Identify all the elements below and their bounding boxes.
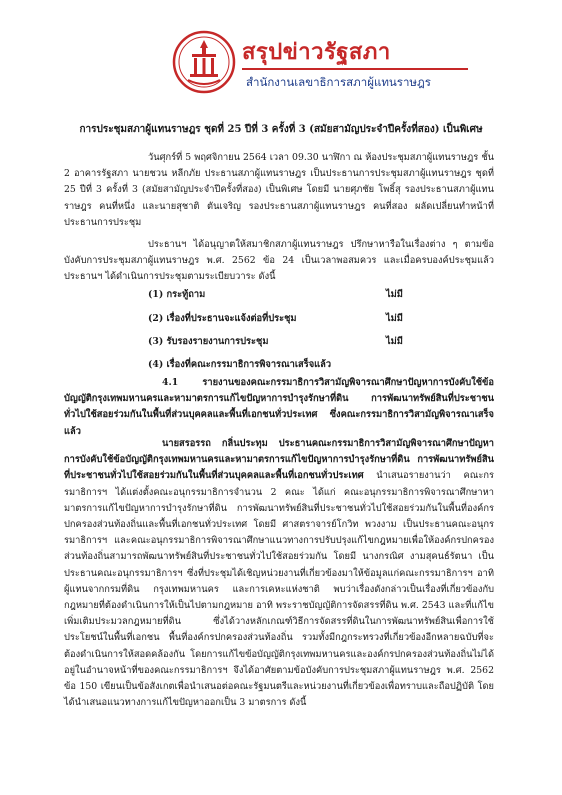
agenda-item-label: (3) รับรองรายงานการประชุม (148, 336, 269, 347)
agenda-item-status: ไม่มี (386, 336, 403, 347)
agenda-item (148, 334, 403, 349)
brand-title: สรุปข่าวรัฐสภา (242, 40, 391, 65)
parliament-seal-icon (172, 30, 236, 94)
agenda-subitem-4-1: 4.1 รายงานของคณะกรรมาธิการวิสามัญพิจารณาศึกษาปัญหาการบังคับใช้ข้อบัญญัติกรุงเทพมหานครและหามาตรการแก้ไขปัญหาการบำรุงรักษาที่ดิน การพัฒนาทรัพย์สินที่ประชาชนทั่วไปใช้สอยร่วมกันในพื้นที่ส่วนบุคคลและพื้นที่เอกชนทั่วประเทศ ซึ่งคณะกรรมาธิการวิสามัญพิจารณาเสร็จแล้ว (64, 377, 494, 437)
opening-paragraph: ประธานฯ ได้อนุญาตให้สมาชิกสภาผู้แทนราษฎร ปรึกษาหารือในเรื่องต่าง ๆ ตามข้อบังคับการประชุมสภาผู้แทนราษฎร พ.ศ. 2562 ข้อ 24 เป็นเวลาพอสมควร และเมื่อครบองค์ประชุมแล้ว ประธานฯ ได้ดำเนินการประชุมตามระเบียบวาระ ดังนี้ (64, 239, 494, 283)
agenda-item-status: ไม่มี (386, 289, 403, 300)
agenda-item-label: (4) เรื่องที่คณะกรรมาธิการพิจารณาเสร็จแล้ว (148, 359, 332, 370)
body-rest: นำเสนอรายงานว่า คณะกรรมาธิการฯ ได้แต่งตั้งคณะอนุกรรมาธิการจำนวน 2 คณะ ได้แก่ คณะอนุกรรมาธิการพิจารณาศึกษาหามาตรการแก้ไขปัญหาการบำรุงรักษาที่ดิน การพัฒนาทรัพย์สินที่ประชาชนทั่วไปใช้สอยร่วมกันในพื้นที่องค์กรปกครองส่วนท้องถิ่นและพื้นที่เอกชนทั่วประเทศ โดยมี ศาสตราจารย์โกวิท พวงงาม เป็นประธานคณะอนุกรรมาธิการฯ และคณะอนุกรรมาธิการพิจารณาศึกษาแนวทางการปรับปรุงแก้ไขกฎหมายเพื่อให้องค์กรปกครองส่วนท้องถิ่นสามารถพัฒนาทรัพย์สินที่ประชาชนทั่วไปใช้สอยร่วมกัน โดยมี นางกรณิศ งามสุคนธ์รัตนา เป็นประธานคณะอนุกรรมาธิการฯ ซึ่งที่ประชุมได้เชิญหน่วยงานที่เกี่ยวข้องมาให้ข้อมูลแก่คณะกรรมาธิการฯ อาทิ ผู้แทนจากกรมที่ดิน กรุงเทพมหานคร และการเคหะแห่งชาติ พบว่าเรื่องดังกล่าวเป็นเรื่องที่เกี่ยวข้องกับกฎหมายที่ต้องดำเนินการให้เป็นไปตามกฎหมาย อาทิ พระราชบัญญัติการจัดสรรที่ดิน พ.ศ. 2543 และที่แก้ไขเพิ่มเติมประมวลกฎหมายที่ดิน ซึ่งได้วางหลักเกณฑ์วิธีการจัดสรรที่ดินในการพัฒนาทรัพย์สินเพื่อการใช้ประโยชน์ในพื้นที่เอกชน พื้นที่องค์กรปกครองส่วนท้องถิ่น รวมทั้งมีกฎกระทรวงที่เกี่ยวข้องอีกหลายฉบับที่จะต้องดำเนินการให้สอดคล้องกัน โดยการแก้ไขข้อบัญญัติกรุงเทพมหานครและองค์กรปกครองส่วนท้องถิ่นไม่ได้อยู่ในอำนาจหน้าที่ของคณะกรรมาธิการฯ จึงได้อาศัยตามข้อบังคับการประชุมสภาผู้แทนราษฎร พ.ศ. 2562 ข้อ 150 เขียนเป็นข้อสังเกตเพื่อนำเสนอต่อคณะรัฐมนตรีและหน่วยงานที่เกี่ยวข้องเพื่อทราบและถือปฏิบัติ โดยได้นำเสนอแนวทางการแก้ไขปัญหาออกเป็น 3 มาตรการ ดังนี้ (64, 470, 494, 709)
brand-underline (242, 68, 468, 70)
agenda-item-label: (2) เรื่องที่ประธานจะแจ้งต่อที่ประชุม (148, 313, 297, 324)
agenda-item (148, 287, 403, 302)
page-header (172, 30, 472, 100)
body-lead: นายสรอรรถ กลิ่นประทุม ประธานคณะกรรมาธิการวิสามัญพิจารณาศึกษาปัญหาการบังคับใช้ข้อบัญญัติกรุงเทพมหานครและหามาตรการแก้ไขปัญหาการบำรุงรักษาที่ดิน การพัฒนาทรัพย์สินที่ประชาชนทั่วไปใช้สอยร่วมกันในพื้นที่ส่วนบุคคลและพื้นที่เอกชนทั่วประเทศ (64, 438, 494, 482)
intro-paragraph: วันศุกร์ที่ 5 พฤศจิกายน 2564 เวลา 09.30 นาฬิกา ณ ห้องประชุมสภาผู้แทนราษฎร ชั้น 2 อาคารรัฐสภา นายชวน หลีกภัย ประธานสภาผู้แทนราษฎร เป็นประธานการประชุมสภาผู้แทนราษฎร ชุดที่ 25 ปีที่ 3 ครั้งที่ 3 (สมัยสามัญประจำปีครั้งที่สอง) เป็นพิเศษ โดยมี นายศุภชัย โพธิ์สุ รองประธานสภาผู้แทนราษฎร คนที่หนึ่ง และนายสุชาติ ตันเจริญ รองประธานสภาผู้แทนราษฎร คนที่สอง ผลัดเปลี่ยนทำหน้าที่ประธานการประชุม (64, 152, 494, 228)
document-title: การประชุมสภาผู้แทนราษฎร ชุดที่ 25 ปีที่ 3 ครั้งที่ 3 (สมัยสามัญประจำปีครั้งที่สอง) เป็นพิเศษ (79, 124, 483, 135)
agenda-item (148, 357, 331, 372)
agenda-item-status: ไม่มี (386, 313, 403, 324)
agenda-item-label: (1) กระทู้ถาม (148, 289, 206, 300)
body-paragraph (64, 436, 494, 711)
brand-subtitle: สำนักงานเลขาธิการสภาผู้แทนราษฎร (246, 75, 431, 89)
agenda-item (148, 311, 403, 326)
